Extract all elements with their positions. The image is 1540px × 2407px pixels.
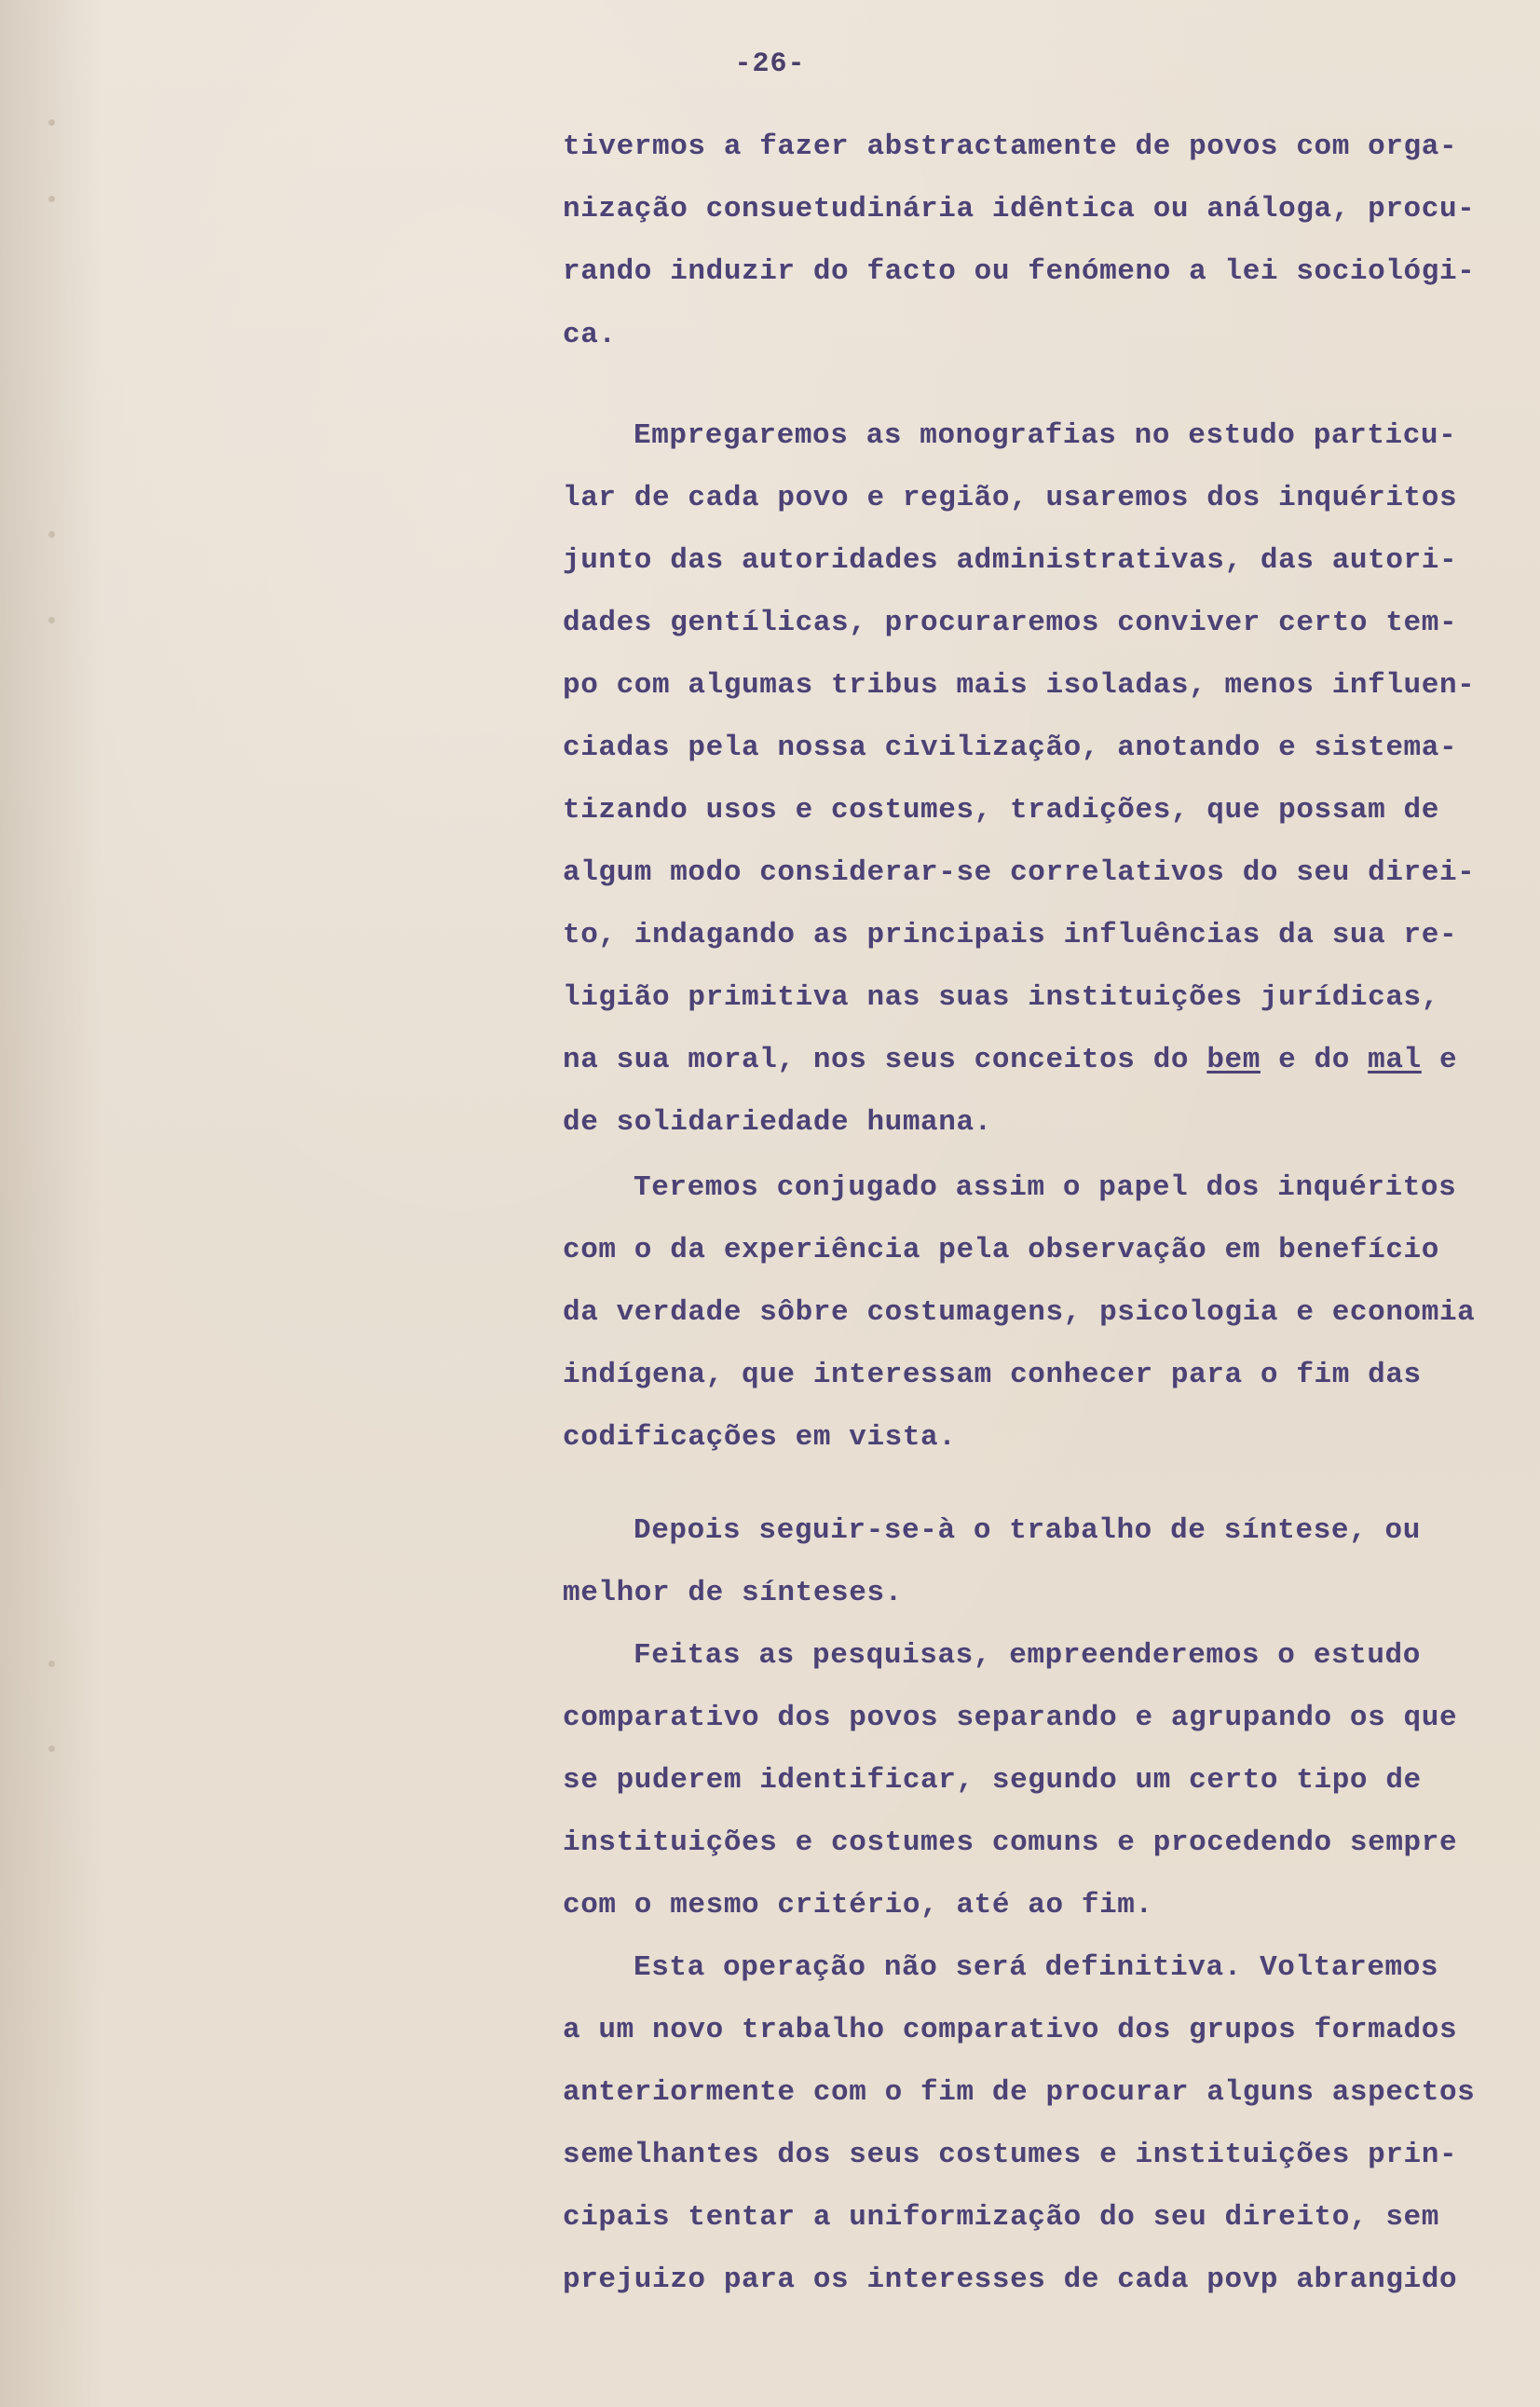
text-line: lar de cada povo e região, usaremos dos inquéritos bbox=[563, 482, 1458, 514]
text-line: Esta operação não será definitiva. Voltaremos bbox=[634, 1951, 1439, 1984]
underlined-word-bem: bem bbox=[1206, 1044, 1261, 1076]
text-segment: e do bbox=[1260, 1044, 1369, 1076]
text-line: tizando usos e costumes, tradições, que possam de bbox=[563, 794, 1439, 827]
text-line: to, indagando as principais influências da sua re- bbox=[563, 919, 1458, 951]
text-line: Depois seguir-se-à o trabalho de síntese, ou bbox=[634, 1514, 1421, 1547]
punch-hole-mark bbox=[48, 196, 55, 202]
text-line: da verdade sôbre costumagens, psicologia e economia bbox=[563, 1296, 1476, 1329]
text-line: ligião primitiva nas suas instituições jurídicas, bbox=[563, 981, 1439, 1014]
text-line: com o da experiência pela observação em benefício bbox=[563, 1234, 1439, 1266]
text-line: semelhantes dos seus costumes e instituições prin- bbox=[563, 2139, 1458, 2171]
text-line: codificações em vista. bbox=[563, 1421, 957, 1454]
text-line: instituições e costumes comuns e procedendo sempre bbox=[563, 1826, 1458, 1859]
text-line: ciadas pela nossa civilização, anotando e sistema- bbox=[563, 732, 1458, 764]
text-line: prejuizo para os interesses de cada povp abrangido bbox=[563, 2263, 1458, 2296]
text-line: nização consuetudinária idêntica ou análoga, procu- bbox=[563, 193, 1476, 226]
text-line: Teremos conjugado assim o papel dos inquéritos bbox=[634, 1171, 1457, 1204]
text-line bbox=[563, 1042, 1457, 1079]
text-line: ca. bbox=[563, 319, 617, 351]
text-line: indígena, que interessam conhecer para o fim das bbox=[563, 1359, 1422, 1391]
punch-hole-mark bbox=[48, 1745, 55, 1752]
text-line: se puderem identificar, segundo um certo tipo de bbox=[563, 1764, 1422, 1797]
text-line: junto das autoridades administrativas, das autori- bbox=[563, 544, 1458, 577]
page-number: -26- bbox=[734, 48, 806, 80]
punch-hole-mark bbox=[48, 1661, 55, 1667]
text-line: comparativo dos povos separando e agrupando os que bbox=[563, 1702, 1458, 1734]
text-line: rando induzir do facto ou fenómeno a lei sociológi- bbox=[563, 255, 1476, 288]
text-line: anteriormente com o fim de procurar alguns aspectos bbox=[563, 2076, 1476, 2109]
text-segment: e bbox=[1421, 1044, 1458, 1076]
punch-hole-mark bbox=[48, 617, 55, 623]
punch-hole-mark bbox=[48, 119, 55, 126]
text-line: po com algumas tribus mais isoladas, menos influen- bbox=[563, 669, 1476, 702]
text-line: tivermos a fazer abstractamente de povos com orga- bbox=[563, 130, 1458, 163]
text-line: a um novo trabalho comparativo dos grupos formados bbox=[563, 2014, 1458, 2046]
text-line: de solidariedade humana. bbox=[563, 1106, 992, 1139]
text-line: cipais tentar a uniformização do seu direito, sem bbox=[563, 2201, 1439, 2234]
text-line: Empregaremos as monografias no estudo particu- bbox=[634, 419, 1457, 452]
text-segment: na sua moral, nos seus conceitos do bbox=[563, 1044, 1207, 1076]
text-line: dades gentílicas, procuraremos conviver certo tem- bbox=[563, 607, 1458, 639]
text-line: com o mesmo critério, até ao fim. bbox=[563, 1889, 1153, 1921]
text-line: Feitas as pesquisas, empreenderemos o estudo bbox=[634, 1639, 1421, 1672]
text-line: melhor de sínteses. bbox=[563, 1577, 903, 1609]
page-edge-shading bbox=[0, 0, 102, 2407]
underlined-word-mal: mal bbox=[1368, 1044, 1422, 1076]
punch-hole-mark bbox=[48, 531, 55, 538]
text-line: algum modo considerar-se correlativos do seu direi- bbox=[563, 856, 1476, 889]
